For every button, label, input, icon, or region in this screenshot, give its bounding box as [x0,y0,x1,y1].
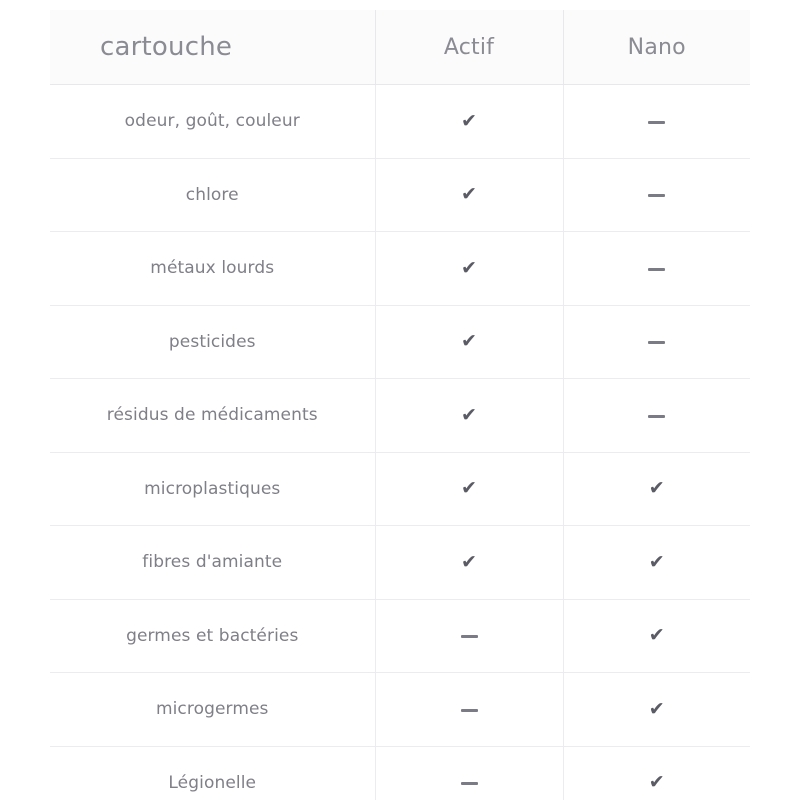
table-row [50,746,750,800]
cell-actif [375,232,563,306]
cell-nano [563,379,750,453]
check-icon: ✔ [461,403,477,426]
row-label: germes et bactéries [50,599,375,673]
cell-nano [563,85,750,159]
check-icon: ✔ [648,697,665,720]
table-row [50,305,750,379]
row-label: métaux lourds [50,232,375,306]
dash-icon [648,121,665,124]
dash-icon [461,635,478,638]
column-header-feature: cartouche [50,10,375,85]
cell-actif [375,526,563,600]
check-icon: ✔ [461,109,477,132]
cell-actif [375,746,563,800]
row-label: microgermes [50,673,375,747]
column-header-nano: Nano [563,10,750,85]
cell-actif [375,673,563,747]
cell-actif [375,158,563,232]
cell-nano [563,526,750,600]
cell-actif [375,599,563,673]
row-label: résidus de médicaments [50,379,375,453]
dash-icon [648,415,665,418]
row-label: microplastiques [50,452,375,526]
cell-nano [563,158,750,232]
check-icon: ✔ [461,330,477,353]
cell-actif [375,85,563,159]
check-icon: ✔ [461,256,477,279]
table-row [50,673,750,747]
cell-actif [375,305,563,379]
dash-icon [648,268,665,271]
check-icon: ✔ [461,477,477,500]
check-icon: ✔ [648,624,665,647]
cell-actif [375,452,563,526]
cell-nano [563,599,750,673]
check-icon: ✔ [648,477,665,500]
table-row [50,452,750,526]
table-row [50,379,750,453]
table-header-row [50,10,750,85]
check-icon: ✔ [648,550,665,573]
dash-icon [461,709,478,712]
cell-nano [563,305,750,379]
table-header [50,10,750,85]
table-row [50,232,750,306]
cell-actif [375,379,563,453]
row-label: odeur, goût, couleur [50,85,375,159]
row-label: fibres d'amiante [50,526,375,600]
check-icon: ✔ [461,550,477,573]
column-header-actif: Actif [375,10,563,85]
cell-nano [563,673,750,747]
table-row [50,85,750,159]
row-label: chlore [50,158,375,232]
check-icon: ✔ [648,771,665,794]
cell-nano [563,452,750,526]
cell-nano [563,746,750,800]
table-row [50,599,750,673]
cell-nano [563,232,750,306]
table-row [50,526,750,600]
row-label: pesticides [50,305,375,379]
dash-icon [648,194,665,197]
dash-icon [648,341,665,344]
table-row [50,158,750,232]
dash-icon [461,782,478,785]
table-body [50,85,750,800]
row-label: Légionelle [50,746,375,800]
cartridge-comparison-table [50,10,750,800]
check-icon: ✔ [461,183,477,206]
